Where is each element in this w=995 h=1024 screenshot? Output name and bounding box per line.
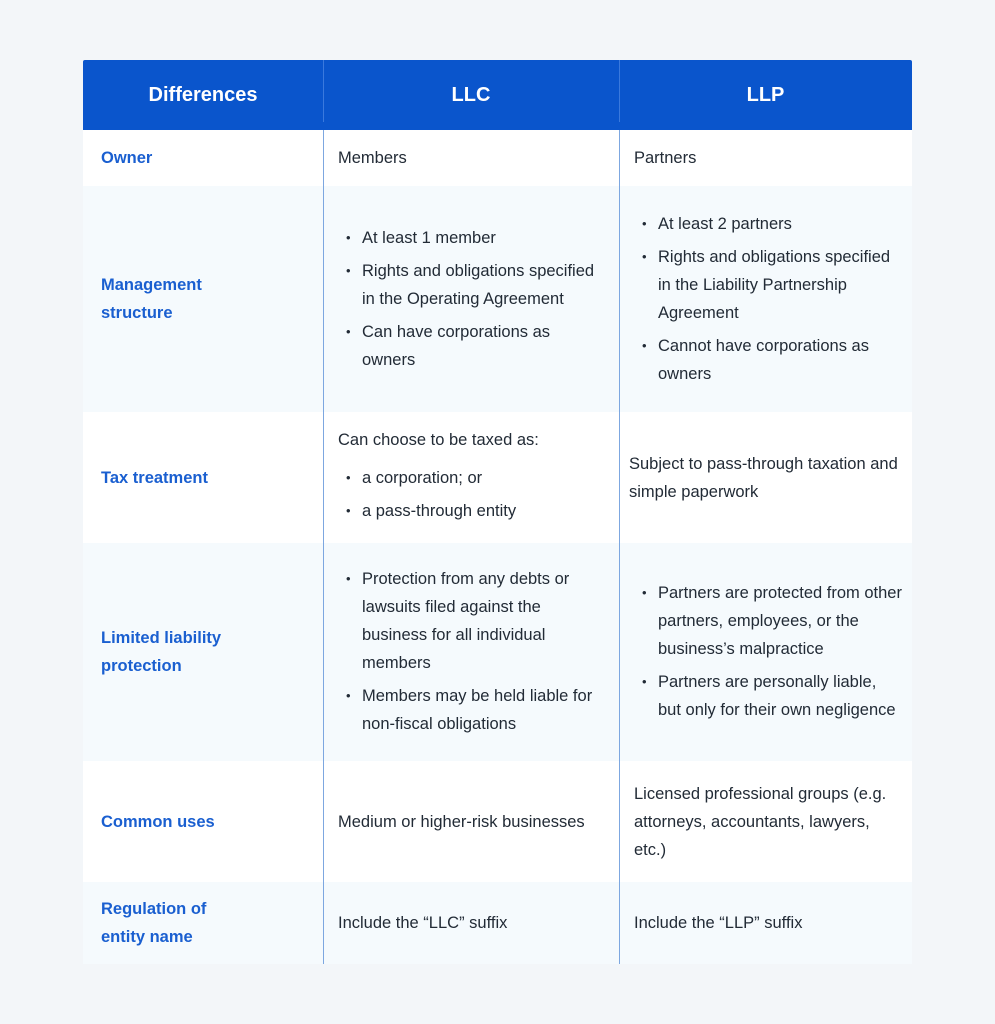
bullet-list [338, 220, 607, 379]
row-label-regulation-of-entity-name [83, 882, 323, 964]
cell-text: Subject to pass-through taxation and simple paperwork [629, 454, 898, 501]
row-label-line: Regulation of [101, 900, 207, 918]
cell-text: Licensed professional groups (e.g. attorneys, accountants, lawyers, etc.) [634, 784, 887, 859]
cell-llc-owner [323, 130, 619, 186]
cell-intro-text: Can choose to be taxed as: [338, 430, 539, 449]
row-label-text: Tax treatment [101, 468, 208, 487]
row-label-line: Limited liability [101, 629, 222, 647]
list-item: • At least 2 partners [634, 210, 902, 238]
row-label-line: structure [101, 304, 173, 322]
list-item: • a corporation; or [338, 464, 607, 492]
list-item: • Rights and obligations specified in the Operating Agreement [338, 257, 607, 313]
cell-text: Medium or higher-risk businesses [338, 812, 585, 831]
cell-llp-tax-treatment [619, 412, 912, 543]
list-item: • Partners are personally liable, but only for their own negligence [634, 668, 902, 724]
row-label-owner [83, 130, 323, 186]
list-item: • Protection from any debts or lawsuits filed against the business for all individual members [338, 565, 607, 677]
bullet-list [634, 206, 902, 393]
bullet-list [338, 561, 607, 743]
cell-text: Partners [634, 149, 697, 167]
bullet-list [338, 460, 607, 530]
list-item: • Can have corporations as owners [338, 318, 607, 374]
header-llc: LLC [323, 60, 619, 130]
cell-llp-regulation [619, 882, 912, 964]
list-item: • Cannot have corporations as owners [634, 332, 902, 388]
row-label-management-structure [83, 186, 323, 412]
row-label-line: entity name [101, 928, 193, 946]
cell-llp-owner [619, 130, 912, 186]
cell-llc-limited-liability [323, 543, 619, 761]
row-label-common-uses [83, 761, 323, 882]
row-label-line: protection [101, 657, 182, 675]
list-item: • At least 1 member [338, 224, 607, 252]
list-item: • Partners are protected from other partners, employees, or the business’s malpractice [634, 579, 902, 663]
bullet-list [634, 575, 902, 729]
list-item: • a pass-through entity [338, 497, 607, 525]
comparison-table [83, 60, 912, 964]
cell-llp-limited-liability [619, 543, 912, 761]
header-llp: LLP [619, 60, 912, 130]
header-differences: Differences [83, 60, 323, 130]
cell-text: Include the “LLC” suffix [338, 914, 508, 932]
row-label-text: Owner [101, 149, 153, 167]
row-label-line: Management [101, 276, 202, 294]
row-label-text: Common uses [101, 812, 215, 831]
row-label-tax-treatment [83, 412, 323, 543]
cell-llc-tax-treatment [323, 412, 619, 543]
cell-llc-management-structure [323, 186, 619, 412]
cell-text: Include the “LLP” suffix [634, 914, 803, 932]
list-item: • Members may be held liable for non-fiscal obligations [338, 682, 607, 738]
list-item: • Rights and obligations specified in the Liability Partnership Agreement [634, 243, 902, 327]
cell-llc-common-uses [323, 761, 619, 882]
cell-llc-regulation [323, 882, 619, 964]
cell-llp-common-uses [619, 761, 912, 882]
cell-text: Members [338, 149, 407, 167]
row-label-limited-liability-protection [83, 543, 323, 761]
cell-llp-management-structure [619, 186, 912, 412]
